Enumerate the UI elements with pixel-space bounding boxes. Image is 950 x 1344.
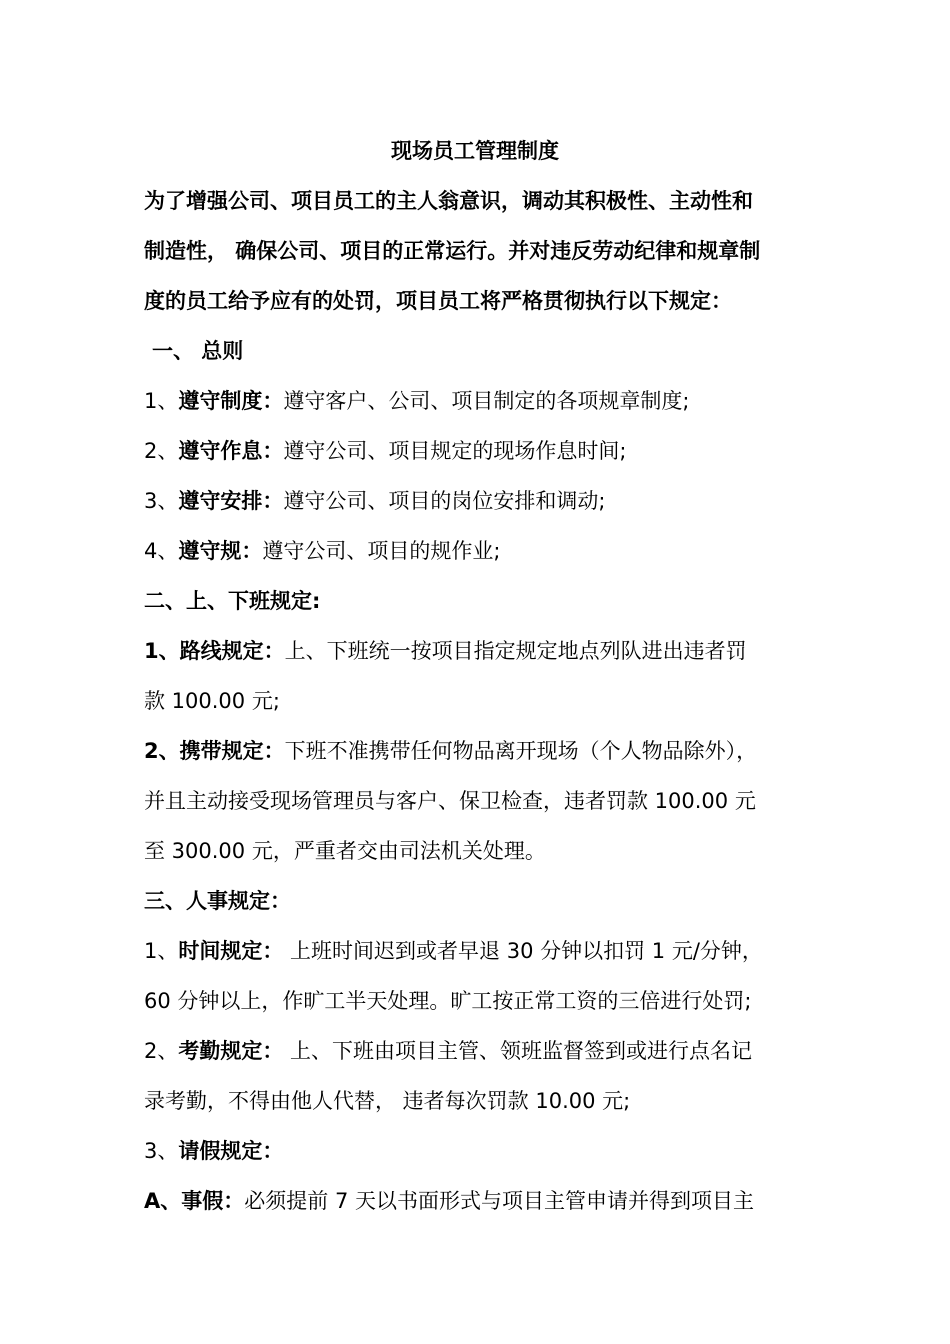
item-text: 遵守公司、项目的规作业; — [262, 539, 501, 563]
item-text: 遵守客户、公司、项目制定的各项规章制度; — [283, 389, 690, 413]
item-label: A、事假： — [144, 1189, 245, 1213]
item-number: 4、 — [144, 539, 179, 563]
item-label: 请假规定： — [178, 1139, 284, 1163]
item-number: 2、 — [144, 1039, 179, 1063]
section-1-item-2 — [144, 426, 806, 476]
item-number: 1、 — [144, 939, 179, 963]
section-3-item-1-line-2: 60 分钟以上，作旷工半天处理。旷工按正常工资的三倍进行处罚; — [144, 989, 752, 1013]
intro-line-1: 为了增强公司、项目员工的主人翁意识，调动其积极性、主动性和 — [144, 189, 753, 213]
document-page — [144, 126, 806, 1226]
item-text: 遵守公司、项目规定的现场作息时间; — [283, 439, 627, 463]
item-label: 遵守制度： — [178, 389, 284, 413]
section-3-item-2-line-2: 录考勤，不得由他人代替， 违者每次罚款 10.00 元; — [144, 1089, 631, 1113]
intro-line-2: 制造性， 确保公司、项目的正常运行。并对违反劳动纪律和规章制 — [144, 239, 761, 263]
section-2-heading: 二、上、下班规定: — [144, 589, 321, 613]
item-label: 遵守规： — [178, 539, 263, 563]
item-text: 上班时间迟到或者早退 30 分钟以扣罚 1 元/分钟， — [283, 939, 763, 963]
item-text: 上、下班统一按项目指定规定地点列队进出违者罚 — [284, 639, 747, 663]
section-1-heading: 一、 总则 — [152, 339, 244, 363]
item-text: 上、下班由项目主管、领班监督签到或进行点名记 — [283, 1039, 753, 1063]
section-2-item-2-line-1 — [144, 726, 806, 776]
item-text: 遵守公司、项目的岗位安排和调动; — [283, 489, 606, 513]
item-label: 2、携带规定： — [144, 739, 285, 763]
document-title: 现场员工管理制度 — [391, 139, 559, 163]
section-2-item-2-line-3: 至 300.00 元，严重者交由司法机关处理。 — [144, 839, 546, 863]
section-1-item-1 — [144, 376, 806, 426]
section-1-item-4 — [144, 526, 806, 576]
intro-line-3: 度的员工给予应有的处罚，项目员工将严格贯彻执行以下规定： — [144, 289, 732, 313]
item-number: 2、 — [144, 439, 179, 463]
section-2-item-1-line-1 — [144, 626, 806, 676]
section-3-item-2-line-1 — [144, 1026, 806, 1076]
item-label: 遵守作息： — [178, 439, 284, 463]
section-2-item-2-line-2: 并且主动接受现场管理员与客户、保卫检查，违者罚款 100.00 元 — [144, 789, 756, 813]
item-number: 3、 — [144, 1139, 179, 1163]
item-label: 1、路线规定： — [144, 639, 285, 663]
item-label: 遵守安排： — [178, 489, 284, 513]
item-number: 3、 — [144, 489, 179, 513]
section-3-item-3 — [144, 1126, 806, 1176]
section-1-item-3 — [144, 476, 806, 526]
item-label: 时间规定： — [178, 939, 284, 963]
item-number: 1、 — [144, 389, 179, 413]
item-label: 考勤规定： — [178, 1039, 284, 1063]
item-text: 下班不准携带任何物品离开现场（个人物品除外）， — [284, 739, 758, 763]
section-3-item-1-line-1 — [144, 926, 806, 976]
item-text: 必须提前 7 天以书面形式与项目主管申请并得到项目主 — [244, 1189, 754, 1213]
section-3-heading: 三、人事规定： — [144, 889, 291, 913]
section-2-item-1-line-2: 款 100.00 元; — [144, 689, 280, 713]
section-3-item-a-line-1 — [144, 1176, 806, 1226]
